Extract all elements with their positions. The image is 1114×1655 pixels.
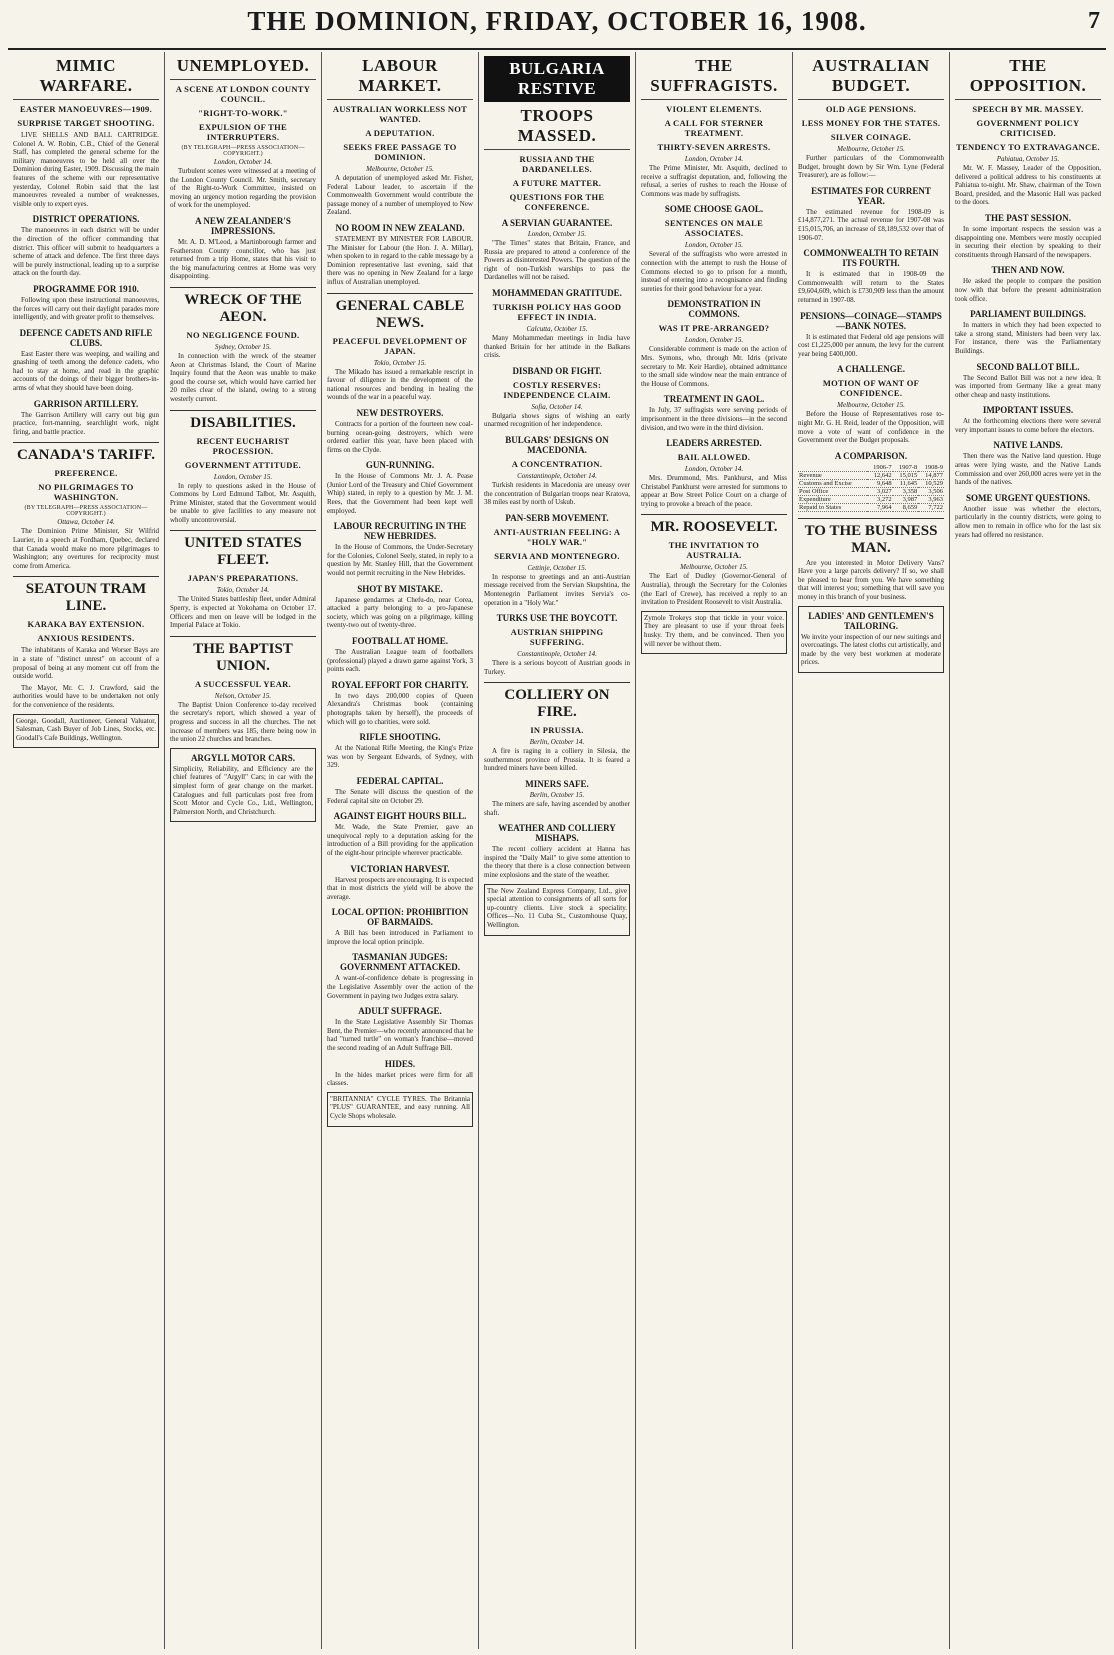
subhead: AUSTRIAN SHIPPING SUFFERING. xyxy=(510,627,604,648)
table-row xyxy=(798,479,944,487)
subhead: SURPRISE TARGET SHOOTING. xyxy=(17,118,155,128)
subhead: PREFERENCE. xyxy=(54,468,118,479)
table-cell: 7,722 xyxy=(918,503,944,511)
article-paragraph: The Australian League team of footballers (professional) played a drawn game against York, 3 points each. xyxy=(327,648,473,674)
table-row xyxy=(798,471,944,479)
headline-wreck-of-aeon: WRECK OF THE AEON. xyxy=(170,287,316,326)
article-paragraph: A want-of-confidence debate is progressing in the Legislative Assembly over the action of the Government in paying two Judges extra salary. xyxy=(327,974,473,1000)
ad-text: The New Zealand Express Company, Ltd., give special attention to consignments of all sorts for up-country clients. Live stock a speciality. Offices—No. 11 Cuba St., Customhouse Quay, Wellington. xyxy=(487,886,627,929)
table-cell: 3,506 xyxy=(918,487,944,495)
table-cell: Expenditure xyxy=(798,495,867,503)
page-number: 7 xyxy=(1088,8,1100,34)
news-item-heading: DEMONSTRATION IN COMMONS. xyxy=(667,299,761,320)
dateline: Melbourne, October 15. xyxy=(680,563,748,572)
article-paragraph: Mr. A. D. M'Leod, a Martinborough farmer and Featherston County councillor, who has just returned from a trip Home, states that his visit to the big manufacturing centres at Home was very disappointing. xyxy=(170,237,316,281)
subhead: VIOLENT ELEMENTS. xyxy=(666,104,762,114)
subhead: THE INVITATION TO AUSTRALIA. xyxy=(668,540,760,561)
ad-title: LADIES' AND GENTLEMEN'S TAILORING. xyxy=(808,610,934,631)
section-heading: DISTRICT OPERATIONS. xyxy=(32,214,140,225)
section-heading: COMMONWEALTH TO RETAIN ITS FOURTH. xyxy=(803,248,939,269)
subhead: A CONCENTRATION. xyxy=(511,458,603,469)
article-paragraph: In the hides market prices were firm for all classes. xyxy=(327,1070,473,1088)
news-item-heading: NEW DESTROYERS. xyxy=(356,407,444,418)
article-paragraph: The manoeuvres in each district will be under the direction of the officer commanding that district. This officer will submit to headquarters a scheme of attack and defence. The first three days will be purely instructional, leading up to a surprise attack on the fourth day. xyxy=(13,226,159,278)
dateline: Berlin, October 15. xyxy=(529,791,585,800)
dateline: Berlin, October 14. xyxy=(529,738,585,747)
article-paragraph: In some important respects the session was a disappointing one. Members were mostly occupied in securing their election by speaking to their constituents through Hansard of the newspapers. xyxy=(955,224,1101,259)
headline-bulgaria-restive: BULGARIA RESTIVE xyxy=(484,56,630,102)
article-paragraph: Turkish residents in Macedonia are uneasy over the concentration of Bulgarian troops near Kratova, 38 miles east by north of Uskub. xyxy=(484,480,630,507)
article-paragraph: Are you interested in Motor Delivery Vans? Have you a large parcels delivery? If so, we shall be pleased to hear from you. We have something that will interest you; something that will save you money in this branch of your business. xyxy=(798,558,944,602)
article-paragraph: In the State Legislative Assembly Sir Thomas Bent, the Premier—who recently announced that he had "turned turtle" on woman's franchise—moved the second reading of an Adult Suffrage Bill. xyxy=(327,1018,473,1053)
subhead: SENTENCES ON MALE ASSOCIATES. xyxy=(664,218,764,239)
subhead: A CALL FOR STERNER TREATMENT. xyxy=(664,118,764,138)
article-paragraph: The Mayor, Mr. C. J. Crawford, said the authorities would have to be undertaken not only for the convenience of the residents. xyxy=(13,683,159,709)
subhead: RUSSIA AND THE DARDANELLES. xyxy=(519,154,595,174)
article-paragraph: Mr. Wade, the State Premier, gave an unequivocal reply to a deputation asking for the introduction of a Bill providing for the application of the eight-hour principle wherever practicable. xyxy=(327,823,473,857)
dateline: Tokio, October 14. xyxy=(216,586,270,595)
dateline: Nelson, October 15. xyxy=(214,691,272,700)
dateline: Melbourne, October 15. xyxy=(837,145,905,153)
table-cell: 3,272 xyxy=(867,495,893,503)
table-cell: 3,963 xyxy=(918,495,944,503)
article-paragraph: Another issue was whether the electors, particularly in the country districts, were going to allow men to remain in office who for the last six years had offered no resistance. xyxy=(955,504,1101,539)
news-item-heading: TURKS USE THE BOYCOTT. xyxy=(496,613,618,624)
dateline: London, October 14. xyxy=(684,155,744,163)
table-cell: 9,648 xyxy=(867,479,893,487)
article-paragraph: The inhabitants of Karaka and Worser Bays are in a state of "distinct unrest" on account of a proposal of being at any moment cut off from the outside world. xyxy=(13,646,159,681)
article-paragraph: STATEMENT BY MINISTER FOR LABOUR. The Minister for Labour (the Hon. J. A. Millar), when spoken to in regard to the cable message by a Dominion representative last evening, said that there was no opening in New Zealand for a large influx of Australian unemployed. xyxy=(327,234,473,286)
table-cell: Repaid to States xyxy=(798,503,867,511)
headline-colliery-on-fire: COLLIERY ON FIRE. xyxy=(484,682,630,721)
article-paragraph: Bulgaria shows signs of wishing an early unarmed recognition of her independence. xyxy=(484,411,630,429)
dateline: Constantinople, October 14. xyxy=(517,650,597,659)
section-heading: PARLIAMENT BUILDINGS. xyxy=(970,309,1086,320)
section-heading: THE PAST SESSION. xyxy=(985,212,1071,223)
article-paragraph: In matters in which they had been expected to take a strong stand, Ministers had been very lax. For instance, there was the Parliamentary Buildings. xyxy=(955,321,1101,355)
news-item-heading: MOHAMMEDAN GRATITUDE. xyxy=(492,287,622,298)
dateline: London, October 15. xyxy=(684,241,744,250)
article-paragraph: The Baptist Union Conference to-day received the secretary's report, which showed a year of progress and success in all the churches. The net increase of members was 185, there being now in the union 22 churches and branches. xyxy=(170,700,316,744)
subhead: COSTLY RESERVES: INDEPENDENCE CLAIM. xyxy=(503,379,611,400)
section-heading: PROGRAMME FOR 1910. xyxy=(33,283,139,294)
article-paragraph: The Earl of Dudley (Governor-General of Australia), through the Secretary for the Colonies (the Earl of Crewe), has received a reply to an invitation to President Roosevelt to visit Australia. xyxy=(641,572,787,607)
subhead: IN PRUSSIA. xyxy=(530,725,584,736)
subhead: WAS IT PRE-ARRANGED? xyxy=(658,323,770,334)
news-item-heading: A SERVIAN GUARANTEE. xyxy=(501,218,613,228)
article-paragraph: Before the House of Representatives rose to-night Mr. G. H. Reid, leader of the Opposition, will move a vote of want of confidence in the Government over the Budget proposals. xyxy=(798,410,944,445)
dateline: London, October 15. xyxy=(684,336,744,345)
section-heading: DEFENCE CADETS AND RIFLE CLUBS. xyxy=(19,327,153,348)
headline-canadas-tariff: CANADA'S TARIFF. xyxy=(13,442,159,464)
dateline: Pahiatua, October 15. xyxy=(996,155,1060,163)
article-paragraph: It is estimated that in 1908-09 the Commonwealth will return to the States £9,604,609, which is £730,909 less than the amount returned in 1907-08. xyxy=(798,270,944,304)
dateline: Sofia, October 14. xyxy=(531,402,583,411)
dateline: Calcutta, October 15. xyxy=(526,324,588,333)
table-row xyxy=(798,487,944,495)
budget-comparison-table xyxy=(798,464,944,512)
news-item-heading: FEDERAL CAPITAL. xyxy=(356,775,444,786)
table-cell: 3,027 xyxy=(867,487,893,495)
subhead-troops-massed: TROOPS MASSED. xyxy=(484,106,630,150)
table-header-cell xyxy=(798,464,867,472)
section-heading: ESTIMATES FOR CURRENT YEAR. xyxy=(811,185,931,206)
news-item-heading: HIDES. xyxy=(384,1058,416,1069)
ad-text: We invite your inspection of our new suitings and overcoatings. The latest cloths cut artistically, and made by the very best workmen at moderate prices. xyxy=(801,632,941,667)
article-paragraph: The Prime Minister, Mr. Asquith, declined to receive a suffragist deputation, and, following the refusal, a series of rushes to reach the House of Commons was made by suffragists. xyxy=(641,164,787,198)
article-paragraph: Japanese gendarmes at Chefu-do, near Corea, attacked a party belonging to a pro-Japanese society, which was going on a pilgrimage, killing twenty-two out of twenty-three. xyxy=(327,595,473,630)
subhead: GOVERNMENT ATTITUDE. xyxy=(184,459,302,470)
headline-suffragists: THE SUFFRAGISTS. xyxy=(641,56,787,100)
article-paragraph: Turbulent scenes were witnessed at a meeting of the London County Council. Mr. Smith, secretary of the Right-to-Work Committee, insisted on moving an urgency motion regarding the provision of work for the unemployed. xyxy=(170,167,316,210)
article-paragraph: LIVE SHELLS AND BALL CARTRIDGE. Colonel A. W. Robin, C.B., Chief of the General Staff, has completed the general scheme for the military manoeuvres to be held all over the Dominion during Easter, 1909. Discussing the main features of the scheme with our representative yesterday, Colonel Robin said that the last manoeuvres revealed a number of weaknesses, visible only to expert eyes. xyxy=(13,131,159,208)
section-heading: A NEW ZEALANDER'S IMPRESSIONS. xyxy=(195,215,291,236)
dateline: Ottawa, October 14. xyxy=(57,518,115,527)
advertisement xyxy=(327,1092,473,1127)
section-heading: IMPORTANT ISSUES. xyxy=(982,405,1074,416)
news-item-heading: PAN-SERB MOVEMENT. xyxy=(505,512,609,523)
subhead: A SUCCESSFUL YEAR. xyxy=(194,678,291,689)
advertisement xyxy=(484,884,630,936)
subhead: NO NEGLIGENCE FOUND. xyxy=(186,329,300,340)
article-paragraph: The Second Ballot Bill was not a new idea. It was imported from Germany like a great many other cheap and nasty institutions. xyxy=(955,373,1101,399)
article-paragraph: At the forthcoming elections there were several very important issues to come before the electors. xyxy=(955,417,1101,434)
dateline: Constantinople, October 14. xyxy=(517,471,597,480)
article-paragraph: A deputation of unemployed asked Mr. Fisher, Federal Labour leader, to ascertain if the Commonwealth Government would contribute the passage money of a number of unemployed to New Zealand. xyxy=(327,174,473,217)
article-paragraph: Then there was the Native land question. Huge areas were lying waste, and the Native Lands Commission and over 260,000 acres were yet in the hands of the natives. xyxy=(955,452,1101,487)
dateline: London, October 14. xyxy=(684,465,744,474)
news-item-heading: FOOTBALL AT HOME. xyxy=(352,636,448,646)
column-7 xyxy=(949,52,1106,1649)
article-paragraph: Further particulars of the Commonwealth Budget, brought down by Sir Wm. Lyne (Federal Treasurer), are as follow:— xyxy=(798,154,944,180)
section-heading: SOME URGENT QUESTIONS. xyxy=(965,492,1091,503)
headline-business-man: TO THE BUSINESS MAN. xyxy=(798,518,944,557)
ad-text: "BRITANNIA" CYCLE TYRES. The Britannia "PLUS" GUARANTEE, and easy running. All Cycle Shops wholesale. xyxy=(330,1094,470,1120)
subhead: EASTER MANOEUVRES—1909. xyxy=(19,104,153,114)
subhead: LESS MONEY FOR THE STATES. xyxy=(801,118,941,128)
article-paragraph: In response to greetings and an anti-Austrian message received from the Servian Skupshtina, the Montenegrin Parliament invites Servia's co-operation in a "Holy War." xyxy=(484,572,630,607)
table-row xyxy=(798,495,944,503)
article-paragraph: In connection with the wreck of the steamer Aeon at Christmas Island, the Court of Marine Inquiry found that the Aeon was unable to make good the course set, which would have carried her 20 miles clear of the island, owing to a strong westerly current. xyxy=(170,351,316,403)
article-paragraph: Mrs. Drummond, Mrs. Pankhurst, and Miss Christabel Pankhurst were arrested for summons to appear at Bow Street Police Court on a charge of trying to provoke a breach of the peace. xyxy=(641,474,787,508)
advertisement xyxy=(641,611,787,654)
news-item-heading: LOCAL OPTION: PROHIBITION OF BARMAIDS. xyxy=(331,907,469,928)
subhead: OLD AGE PENSIONS. xyxy=(825,104,917,114)
table-cell: Post Office xyxy=(798,487,867,495)
headline-baptist-union: THE BAPTIST UNION. xyxy=(170,636,316,675)
table-header-row xyxy=(798,464,944,472)
section-heading: A COMPARISON. xyxy=(834,450,908,461)
news-item-heading: GUN-RUNNING. xyxy=(365,460,435,471)
news-item-heading: SOME CHOOSE GAOL. xyxy=(664,204,764,215)
table-cell: 3,358 xyxy=(893,487,919,495)
table-cell: Customs and Excise xyxy=(798,479,867,487)
subhead: NO PILGRIMAGES TO WASHINGTON. xyxy=(38,482,134,503)
column-1 xyxy=(8,52,164,1649)
headline-unemployed: UNEMPLOYED. xyxy=(170,56,316,80)
ad-text: Zymole Trokeys stop that tickle in your voice. They are pleasant to use if your throat feels husky. Try them, and be convinced. Then you will never be without them. xyxy=(644,613,784,648)
headline-seatoun-tram: SEATOUN TRAM LINE. xyxy=(13,576,159,615)
ad-text: George, Goodall, Auctioneer, General Valuator, Salesman, Cash Buyer of Job Lines, Stocks, etc. Goodall's Cafe Buildings, Wellington. xyxy=(16,716,156,742)
table-cell: 10,529 xyxy=(918,479,944,487)
columns xyxy=(8,52,1106,1649)
news-item-heading: ADULT SUFFRAGE. xyxy=(358,1006,442,1017)
article-paragraph: In July, 37 suffragists were serving periods of imprisonment in the three divisions—in the second division, and two were in the third division. xyxy=(641,406,787,432)
subhead: SEEKS FREE PASSAGE TO DOMINION. xyxy=(343,142,457,162)
article-paragraph: In the House of Commons Mr. J. A. Pease (Junior Lord of the Treasury and Chief Government Whip) stated, in reply to a question by Mr. J. M. Rees, that the Government had been kept well employed. xyxy=(327,472,473,515)
wire-source: (BY TELEGRAPH—PRESS ASSOCIATION—COPYRIGHT.) xyxy=(181,145,305,157)
article-paragraph: The Mikado has issued a remarkable rescript in favour of diligence in the development of the national resources and bending in healing the wounds of the war in a peaceful way. xyxy=(327,367,473,402)
masthead-title: THE DOMINION, FRIDAY, OCTOBER 16, 1908. xyxy=(247,6,867,36)
article-paragraph: There is a serious boycott of Austrian goods in Turkey. xyxy=(484,659,630,676)
article-paragraph: The estimated revenue for 1908-09 is £14,877,271. The actual revenue for 1907-08 was £15,015,706, an increase of £8,189,532 over that of 1906-07. xyxy=(798,207,944,242)
news-item-heading: AGAINST EIGHT HOURS BILL. xyxy=(333,811,467,822)
section-heading: THEN AND NOW. xyxy=(991,265,1065,276)
table-cell: 7,964 xyxy=(867,503,893,511)
article-paragraph: Harvest prospects are encouraging. It is expected that in most districts the yield will be above the average. xyxy=(327,875,473,901)
article-paragraph: In two days 200,000 copies of Queen Alexandra's Christmas book (containing photographs taken by herself), the proceeds of which will go to charities, were sold. xyxy=(327,691,473,726)
table-cell: 14,877 xyxy=(918,471,944,479)
article-paragraph: Mr. W. F. Massey, Leader of the Opposition, delivered a political address to his constituents at Pahiatua to-night. Mr. Shaw, chairman of the Town Board, presided, and the Masonic Hall was packed to the doors. xyxy=(955,164,1101,207)
article-paragraph: "The Times" states that Britain, France, and Russia are prepared to attend a conference of the Powers as disinterested Powers. The question of the right of non-Turkish warships to pass the Dardanelles will not be raised. xyxy=(484,239,630,282)
article-paragraph: Contracts for a portion of the fourteen new coal-burning ocean-going destroyers, which were ordered earlier this year, have been placed with firms on the Clyde. xyxy=(327,419,473,454)
subhead: GOVERNMENT POLICY CRITICISED. xyxy=(976,118,1080,138)
advertisement xyxy=(798,606,944,673)
table-row xyxy=(798,503,944,511)
section-heading: NATIVE LANDS. xyxy=(993,440,1063,451)
subhead: AUSTRALIAN WORKLESS NOT WANTED. xyxy=(332,104,468,124)
table-cell: 11,645 xyxy=(893,479,919,487)
section-heading: NO ROOM IN NEW ZEALAND. xyxy=(335,222,465,233)
article-paragraph: Considerable comment is made on the action of Mrs. Symons, who, through Mr. Idris (private secretary to Mr. Keir Hardie), obtained admittance to the small side window near the main entrance of the House of Commons. xyxy=(641,345,787,388)
headline-us-fleet: UNITED STATES FLEET. xyxy=(170,530,316,569)
article-paragraph: He asked the people to compare the position now with that before the present administration took office. xyxy=(955,277,1101,303)
article-paragraph: In the House of Commons, the Under-Secretary for the Colonies, Colonel Seely, stated, in reply to a question by Mr. Stanley Hill, that the Government would not permit recruiting in the New Hebrides. xyxy=(327,543,473,578)
table-cell: 3,987 xyxy=(893,495,919,503)
headline-mr-roosevelt: MR. ROOSEVELT. xyxy=(641,514,787,536)
news-item-heading: DISBAND OR FIGHT. xyxy=(512,365,602,376)
dateline: London, October 14. xyxy=(213,158,273,166)
article-paragraph: In reply to questions asked in the House of Commons by Lord Edmund Talbot, Mr. Asquith, Prime Minister, stated that the Government would be unable to give facilities to any measure not wholly uncontroversial. xyxy=(170,481,316,524)
column-5 xyxy=(635,52,792,1649)
article-paragraph: The Garrison Artillery will carry out big gun practice, fort-manning, searchlight work, night firing, and battle practice. xyxy=(13,410,159,436)
article-paragraph: It is estimated that Federal old age pensions will cost £1,225,000 per annum, the levy for the current year being £400,000. xyxy=(798,332,944,358)
article-paragraph: A fire is raging in a colliery in Silesia, the southernmost province of Prussia. It is feared a hundred miners have been killed. xyxy=(484,747,630,773)
news-item-heading: VICTORIAN HARVEST. xyxy=(350,863,450,874)
column-4 xyxy=(478,52,635,1649)
dateline: Tokio, October 15. xyxy=(373,358,427,367)
section-heading: A CHALLENGE. xyxy=(836,364,905,375)
column-2 xyxy=(164,52,321,1649)
article-paragraph: The recent colliery accident at Hanna has inspired the "Daily Mail" to give some attention to the theory that there is a close connection between mine explosions and the state of the weather. xyxy=(484,845,630,880)
article-paragraph: Following upon these instructional manoeuvres, the forces will carry out their daylight parades more intelligently, and with greater profit to themselves. xyxy=(13,295,159,322)
news-item-heading: WEATHER AND COLLIERY MISHAPS. xyxy=(498,823,616,844)
headline-australian-budget: AUSTRALIAN BUDGET. xyxy=(798,56,944,100)
subhead: JAPAN'S PREPARATIONS. xyxy=(187,573,299,584)
subhead: "RIGHT-TO-WORK." xyxy=(198,108,288,118)
masthead xyxy=(8,4,1106,50)
ad-text: Simplicity, Reliability, and Efficiency are the chief features of "Argyll" Cars; in car with the simplest form of gear change on the market. Catalogues and full particulars post free from Scott Motor and Cycle Co., Ltd., Wellington, Palmerston North, and Christchurch. xyxy=(173,764,313,816)
subhead: THIRTY-SEVEN ARRESTS. xyxy=(657,142,771,152)
table-cell: Revenue xyxy=(798,471,867,479)
section-heading: SECOND BALLOT BILL. xyxy=(976,361,1080,372)
subhead: PEACEFUL DEVELOPMENT OF JAPAN. xyxy=(332,335,468,356)
subhead: ANTI-AUSTRIAN FEELING: A "HOLY WAR." xyxy=(493,526,621,547)
news-item-heading: TREATMENT IN GAOL. xyxy=(663,394,765,405)
wire-source: (BY TELEGRAPH—PRESS ASSOCIATION—COPYRIGHT.) xyxy=(24,505,148,518)
dateline: London, October 15. xyxy=(527,230,587,238)
headline-general-cable-news: GENERAL CABLE NEWS. xyxy=(327,293,473,332)
article-paragraph: Several of the suffragists who were arrested in connection with the attempt to rush the House of Commons elected to go to prison for a month, instead of entering into a recognisance and finding sureties for their good behaviour for a year. xyxy=(641,250,787,293)
dateline: London, October 15. xyxy=(213,472,273,481)
news-item-heading: SHOT BY MISTAKE. xyxy=(357,583,443,594)
news-item-heading: TASMANIAN JUDGES: GOVERNMENT ATTACKED. xyxy=(339,952,460,973)
news-item-heading: LABOUR RECRUITING IN THE NEW HEBRIDES. xyxy=(333,521,467,542)
subhead: ANXIOUS RESIDENTS. xyxy=(37,633,135,644)
subhead: A FUTURE MATTER. xyxy=(512,178,602,188)
subhead: TURKISH POLICY HAS GOOD EFFECT IN INDIA. xyxy=(492,301,622,322)
news-item-heading: RIFLE SHOOTING. xyxy=(359,732,441,743)
article-paragraph: The United States battleship fleet, under Admiral Sperry, is expected at Yokohama on October 17. Officers and men on leave will be lodged in the Imperial Palace at Tokio. xyxy=(170,595,316,630)
table-header-cell: 1908-9 xyxy=(918,464,944,472)
subhead: A DEPUTATION. xyxy=(365,128,435,138)
advertisement xyxy=(170,748,316,823)
subhead: TENDENCY TO EXTRAVAGANCE. xyxy=(956,142,1100,152)
table-header-cell: 1907-8 xyxy=(893,464,919,472)
advertisement xyxy=(13,714,159,749)
dateline: Melbourne, October 15. xyxy=(366,165,434,173)
subhead: KARAKA BAY EXTENSION. xyxy=(27,619,145,630)
news-item-heading: BULGARS' DESIGNS ON MACEDONIA. xyxy=(505,434,609,455)
subhead: SERVIA AND MONTENEGRO. xyxy=(494,550,620,561)
headline-mimic-warfare: MIMIC WARFARE. xyxy=(13,56,159,100)
table-cell: 12,642 xyxy=(867,471,893,479)
dateline: Sydney, October 15. xyxy=(214,342,272,351)
column-3 xyxy=(321,52,478,1649)
subhead: BAIL ALLOWED. xyxy=(677,452,751,463)
article-paragraph: East Easter there was weeping, and wailing and gnashing of teeth among the defence cadets, who had to stay at home, and read in the graphic accounts of the doings of their bigger brothers-in-arms of what they should have been doing. xyxy=(13,349,159,393)
article-paragraph: The Dominion Prime Minister, Sir Wilfrid Laurier, in a speech at Fordham, Quebec, declared that Canada would make no more pilgrimages to Washington; any overtures for reciprocity must come from America. xyxy=(13,527,159,570)
table-header-cell: 1906-7 xyxy=(867,464,893,472)
subhead: A SCENE AT LONDON COUNTY COUNCIL. xyxy=(175,84,311,104)
article-paragraph: Many Mohammedan meetings in India have thanked Britain for her attitude in the Balkans crisis. xyxy=(484,333,630,360)
news-item-heading: LEADERS ARRESTED. xyxy=(666,438,762,449)
subhead: SILVER COINAGE. xyxy=(830,132,912,142)
article-paragraph: At the National Rifle Meeting, the King's Prize was won by Sergeant Edwards, of Sydney, with 329. xyxy=(327,744,473,770)
section-heading: PENSIONS—COINAGE—STAMPS—BANK NOTES. xyxy=(800,310,942,331)
news-item-heading: MINERS SAFE. xyxy=(525,779,589,790)
dateline: Melbourne, October 15. xyxy=(837,401,905,410)
subhead: RECENT EUCHARIST PROCESSION. xyxy=(196,435,290,456)
headline-disabilities: DISABILITIES. xyxy=(170,410,316,432)
table-cell: 8,659 xyxy=(893,503,919,511)
section-heading: GARRISON ARTILLERY. xyxy=(33,398,139,409)
headline-opposition: THE OPPOSITION. xyxy=(955,56,1101,100)
article-paragraph: The miners are safe, having ascended by another shaft. xyxy=(484,800,630,817)
table-cell: 15,015 xyxy=(893,471,919,479)
subhead: MOTION OF WANT OF CONFIDENCE. xyxy=(822,378,920,399)
article-paragraph: The Senate will discuss the question of the Federal capital site on October 29. xyxy=(327,787,473,805)
article-paragraph: A Bill has been introduced in Parliament to improve the local option principle. xyxy=(327,929,473,946)
news-item-heading: ROYAL EFFORT FOR CHARITY. xyxy=(331,679,469,690)
subhead: SPEECH BY MR. MASSEY. xyxy=(972,104,1084,114)
subhead: QUESTIONS FOR THE CONFERENCE. xyxy=(509,192,605,212)
column-6 xyxy=(792,52,949,1649)
ad-title: ARGYLL MOTOR CARS. xyxy=(190,752,296,763)
dateline: Cettinje, October 15. xyxy=(527,563,587,572)
subhead: EXPULSION OF THE INTERRUPTERS. xyxy=(199,122,287,142)
headline-labour-market: LABOUR MARKET. xyxy=(327,56,473,100)
